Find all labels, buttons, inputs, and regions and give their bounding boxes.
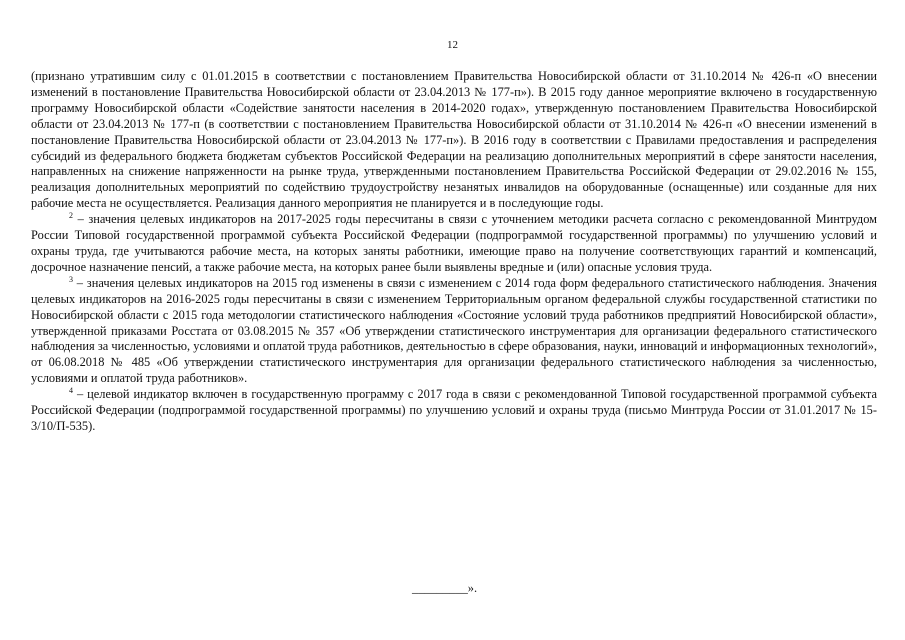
- page-number: 12: [447, 39, 458, 51]
- paragraph-text: – значения целевых индикаторов на 2017-2025 годы пересчитаны в связи с уточнением методики расчета согласно с рекомендованной Минтрудом России Типовой государственной программой субъекта Российской Федерации (подпрограммой государственной программы) по улучшению условий и охраны труда, где учитываются рабочие места, на которых заняты работники, имеющие право на получение соответствующих гарантий и компенсаций, досрочное назначение пенсий, а также рабочие места, на которых ранее были выявлены вредные и (или) опасные условия труда.: [31, 212, 877, 274]
- paragraph-continuation: [31, 69, 877, 212]
- footnote-3-paragraph: [31, 276, 877, 387]
- paragraph-text: (признано утратившим силу с 01.01.2015 в соответствии с постановлением Правительства Новосибирской области от 31.10.2014 № 426-п «О внесении изменений в постановление Правительства Новосибирской области от 23.04.2013 № 177-п»). В 2015 году данное мероприятие включено в государственную программу Новосибирской области «Содействие занятости населения в 2014-2020 годах», утвержденную постановлением Правительства Новосибирской области от 23.04.2013 № 177-п (в соответствии с постановлением Правительства Новосибирской области от 31.10.2014 № 426-п «О внесении изменений в постановление Правительства Новосибирской области от 23.04.2013 № 177-п»). В 2016 году в соответствии с Правилами предоставления и распределения субсидий из федерального бюджета бюджетам субъектов Российской Федерации на реализацию дополнительных мероприятий в сфере занятости населения, направленных на снижение напряженности на рынке труда, утвержденными постановлением Правительства Российской Федерации от 29.02.2016 № 155, реализация дополнительных мероприятий по содействию трудоустройству незанятых инвалидов на оборудованные (оснащенные) или созданные для них рабочие места не осуществляется. Реализация данного мероприятия не планируется и в последующие годы.: [31, 69, 877, 211]
- paragraph-text: – целевой индикатор включен в государственную программу с 2017 года в связи с рекомендованной Типовой государственной программой субъекта Российской Федерации (подпрограммой государственной программы) по улучшению условий и охраны труда (письмо Минтруда России от 31.01.2017 № 15-3/10/П-535).: [31, 387, 877, 433]
- footnote-marker: 2: [69, 211, 73, 221]
- footnote-marker: 3: [69, 274, 73, 284]
- document-body: [31, 69, 877, 435]
- paragraph-text: – значения целевых индикаторов на 2015 год изменены в связи с изменением с 2014 года форм федерального статистического наблюдения. Значения целевых индикаторов на 2016-2025 годы пересчитаны в связи с изменением Территориальным органом федеральной службы государственной статистики по Новосибирской области с 2015 года методологии статистического наблюдения «Состояние условий труда работников предприятий Новосибирской области», утвержденной приказами Росстата от 03.08.2015 № 357 «Об утверждении статистического инструментария для организации федерального статистического наблюдения за численностью, условиями и оплатой труда работников, деятельностью в сфере образования, науки, инноваций и информационных технологий», от 06.08.2018 № 485 «Об утверждении статистического инструментария для организации федерального статистического наблюдения за численностью, условиями и оплатой труда работников».: [31, 275, 877, 386]
- footnote-marker: 4: [69, 386, 73, 396]
- footnote-4-paragraph: [31, 387, 877, 435]
- closing-mark: _________».: [412, 581, 478, 595]
- footnote-2-paragraph: [31, 212, 877, 276]
